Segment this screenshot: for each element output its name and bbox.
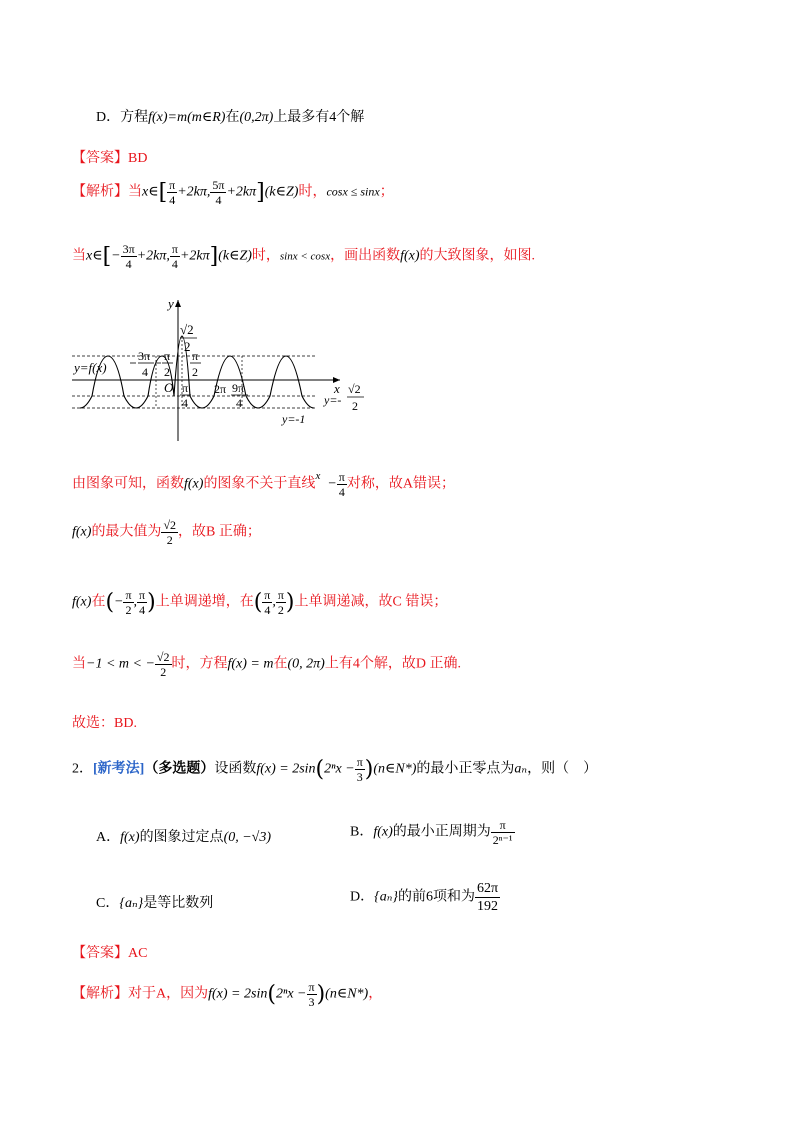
text: 时，方程 (171, 656, 228, 672)
x-axis-label: x (334, 381, 340, 396)
text: 在 (273, 656, 288, 672)
answer-tag: 【答案】 (72, 151, 128, 166)
fraction: $\frac{√2}{2}$ (156, 650, 170, 679)
option-b (350, 818, 515, 847)
when-text: 当 (128, 184, 142, 200)
text: 上单调递增，在 (155, 594, 254, 610)
analysis-para-a (72, 470, 455, 499)
fraction: $\frac{√2}{2}$ (163, 518, 177, 547)
max-label-num: √2 (180, 322, 194, 337)
answer-value: BD (128, 151, 148, 166)
x-var: x (315, 470, 321, 482)
fraction: $\frac{\pi}{3}$ (308, 980, 315, 1009)
inner-expr: 2ⁿx − (275, 986, 307, 1002)
function-def: f(x) = 2sin (256, 761, 316, 777)
inequality: sinx < cosx (279, 250, 331, 263)
function-def: f(x) = 2sin (208, 986, 268, 1002)
text: ，则（ ） (527, 761, 598, 777)
text: ， (368, 986, 383, 1002)
text: 上有4个解，故D 正确. (324, 656, 461, 672)
text: 的最大值为 (91, 524, 162, 540)
neg-sqrt2-line-label: y=- (324, 393, 342, 407)
option-d-interval: (0,2π) (239, 110, 274, 125)
tick-9pi-4-num: 9π (232, 381, 245, 395)
new-method-tag: [新考法] (93, 761, 145, 777)
analysis-2: 【解析】对于A，因为f(x) = 2sin(2ⁿx − $\frac{\pi}{3}$ )(n∈N*)， (72, 980, 383, 1009)
tick-pi-2-num: π (192, 349, 199, 363)
function-fx: f(x) (72, 524, 92, 540)
condition-prefix: x∈ (142, 184, 159, 200)
fraction: $\frac{\pi}{4}$ (139, 588, 146, 617)
max-label-den: 2 (184, 339, 191, 354)
text: 上单调递减，故C 错误； (294, 594, 448, 610)
option-d-mid: 在 (225, 110, 240, 125)
function-fx: f(x) (72, 594, 92, 610)
question-2: 2．[新考法]（多选题）设函数f(x) = 2sin(2ⁿx − $\frac{\pi}{3}$ )(n∈N*)的最小正零点为aₙ，则（ ） (72, 755, 598, 784)
analysis-tag: 【解析】 (72, 184, 128, 200)
y-axis-label: y (168, 296, 174, 311)
function-fx: f(x) (120, 830, 140, 845)
analysis-1-para-2: 当x∈[− $\frac{3\pi}{4}$ +2kπ, $\frac{\pi}{4}$ +2kπ](k∈Z)时，sinx < cosx，画出函数f(x)的大致图象，如图. (72, 242, 536, 271)
fraction: $\frac{3\pi}{4}$ (122, 242, 135, 271)
function-fx: f(x) (184, 476, 204, 492)
neg-one-line-label: y=-1 (282, 412, 306, 426)
point: (0, −√3) (223, 830, 272, 845)
answer-2 (72, 942, 147, 962)
fraction: $\frac{5\pi}{4}$ (212, 178, 225, 207)
function-graph (72, 296, 372, 446)
inequality: cosx ≤ sinx (326, 184, 380, 199)
analysis-para-c: f(x)在(− $\frac{\pi}{2}$ , $\frac{\pi}{4}$ )上单调递增，在( $\frac{\pi}{4}$ , $\frac{\pi}{2}$ )上单调递减，故C 错误； (72, 588, 448, 617)
answer-value: AC (128, 946, 148, 961)
fraction: $\frac{\pi}{4}$ (169, 178, 176, 207)
minus-sign: − (327, 476, 337, 492)
option-d-label: D．方程 (96, 110, 149, 125)
answer-1 (72, 147, 147, 167)
option-label: A． (96, 830, 121, 845)
condition: (n∈N*) (325, 986, 369, 1002)
tick-neg-3pi-4-den: 4 (142, 365, 148, 379)
text: 设函数 (214, 761, 257, 777)
sequence: {aₙ} (374, 889, 398, 905)
curve-label: y=f(x) (74, 360, 107, 375)
choose-1: 故选：BD. (72, 716, 137, 731)
text: 的图象不关于直线 (203, 476, 316, 492)
tail-2: 的大致图象，如图. (419, 248, 536, 264)
tick-pi-2-den: 2 (192, 365, 198, 379)
interval: (0, 2π) (287, 656, 325, 672)
tail-1: ，画出函数 (330, 248, 401, 264)
tick-9pi-4-den: 4 (236, 396, 242, 410)
multi-choice-tag: （多选题） (144, 761, 215, 777)
text: 在 (91, 594, 106, 610)
option-label: D． (350, 889, 375, 905)
fraction: $\frac{\pi}{3}$ (356, 755, 363, 784)
text: 的最小正周期为 (392, 824, 491, 840)
when-text: 当 (72, 248, 86, 264)
text: 的前6项和为 (398, 889, 475, 905)
fraction: $\frac{\pi}{2}$ (125, 588, 132, 617)
answer-tag: 【答案】 (72, 946, 128, 961)
option-d-previous (96, 106, 364, 126)
option-a (96, 826, 271, 846)
option-c (96, 892, 213, 912)
analysis-1-para-1: 【解析】当x∈[ $\frac{\pi}{4}$ +2kπ, $\frac{5\pi}{4}$ +2kπ](k∈Z)时，cosx ≤ sinx； (72, 178, 394, 207)
bracket-mid: +2kπ, (177, 184, 211, 200)
text: 当 (72, 656, 86, 672)
sequence-an: aₙ (514, 761, 528, 777)
tick-pi-4-den: 4 (182, 396, 188, 410)
inequality: −1 < m < − (86, 656, 155, 672)
question-number: 2． (72, 761, 93, 777)
text: 的最小正零点为 (416, 761, 515, 777)
text: 对于A，因为 (128, 986, 209, 1002)
fraction: $\frac{\pi}{4}$ (338, 470, 345, 499)
option-d-tail: 上最多有4个解 (273, 110, 365, 125)
text: ，故B 正确； (178, 524, 261, 540)
fraction: $\frac{\pi}{4}$ (264, 588, 271, 617)
option-d-equation: f(x)=m(m∈R) (148, 110, 226, 125)
option-label: B． (350, 824, 374, 840)
option-d (350, 880, 500, 915)
tick-2pi: 2π (214, 382, 227, 396)
fraction: $\frac{\pi}{2}$ (277, 588, 284, 617)
inner-expr: 2ⁿx − (324, 761, 355, 777)
shi-text: 时， (298, 184, 327, 200)
tick-neg-pi-2-num: π (164, 349, 171, 363)
k-condition: (k∈Z) (264, 184, 299, 200)
text: 的图象过定点 (139, 830, 224, 845)
origin-label: O (164, 380, 174, 395)
shi-text: 时， (251, 248, 280, 264)
bracket-tail: +2kπ (226, 184, 257, 200)
neg-sqrt2-num: √2 (348, 382, 361, 396)
analysis-para-d (72, 650, 461, 679)
text: 是等比数列 (143, 896, 214, 911)
fraction: $\frac{62\pi}{192}$ (477, 881, 499, 914)
neg-sqrt2-den: 2 (352, 399, 358, 413)
sequence: {aₙ} (119, 896, 144, 911)
function-fx: f(x) (373, 824, 393, 840)
analysis-para-b (72, 518, 261, 547)
text: 由图象可知，函数 (72, 476, 184, 492)
text: 对称，故A错误； (346, 476, 455, 492)
function-fx: f(x) (400, 248, 420, 264)
equation: f(x) = m (227, 656, 274, 672)
tick-neg-pi-2-den: 2 (164, 365, 170, 379)
fraction: $\frac{\pi}{\text{2ⁿ⁻¹}}$ (492, 818, 513, 847)
tick-neg-3pi-4-num: 3π (138, 349, 151, 363)
tick-pi-4-num: π (182, 381, 189, 395)
condition: (n∈N*) (373, 761, 417, 777)
analysis-tag: 【解析】 (72, 986, 128, 1002)
end-mark: ； (379, 184, 394, 200)
fraction: $\frac{\pi}{4}$ (171, 242, 178, 271)
y-axis-arrow (175, 300, 181, 307)
option-label: C． (96, 896, 120, 911)
